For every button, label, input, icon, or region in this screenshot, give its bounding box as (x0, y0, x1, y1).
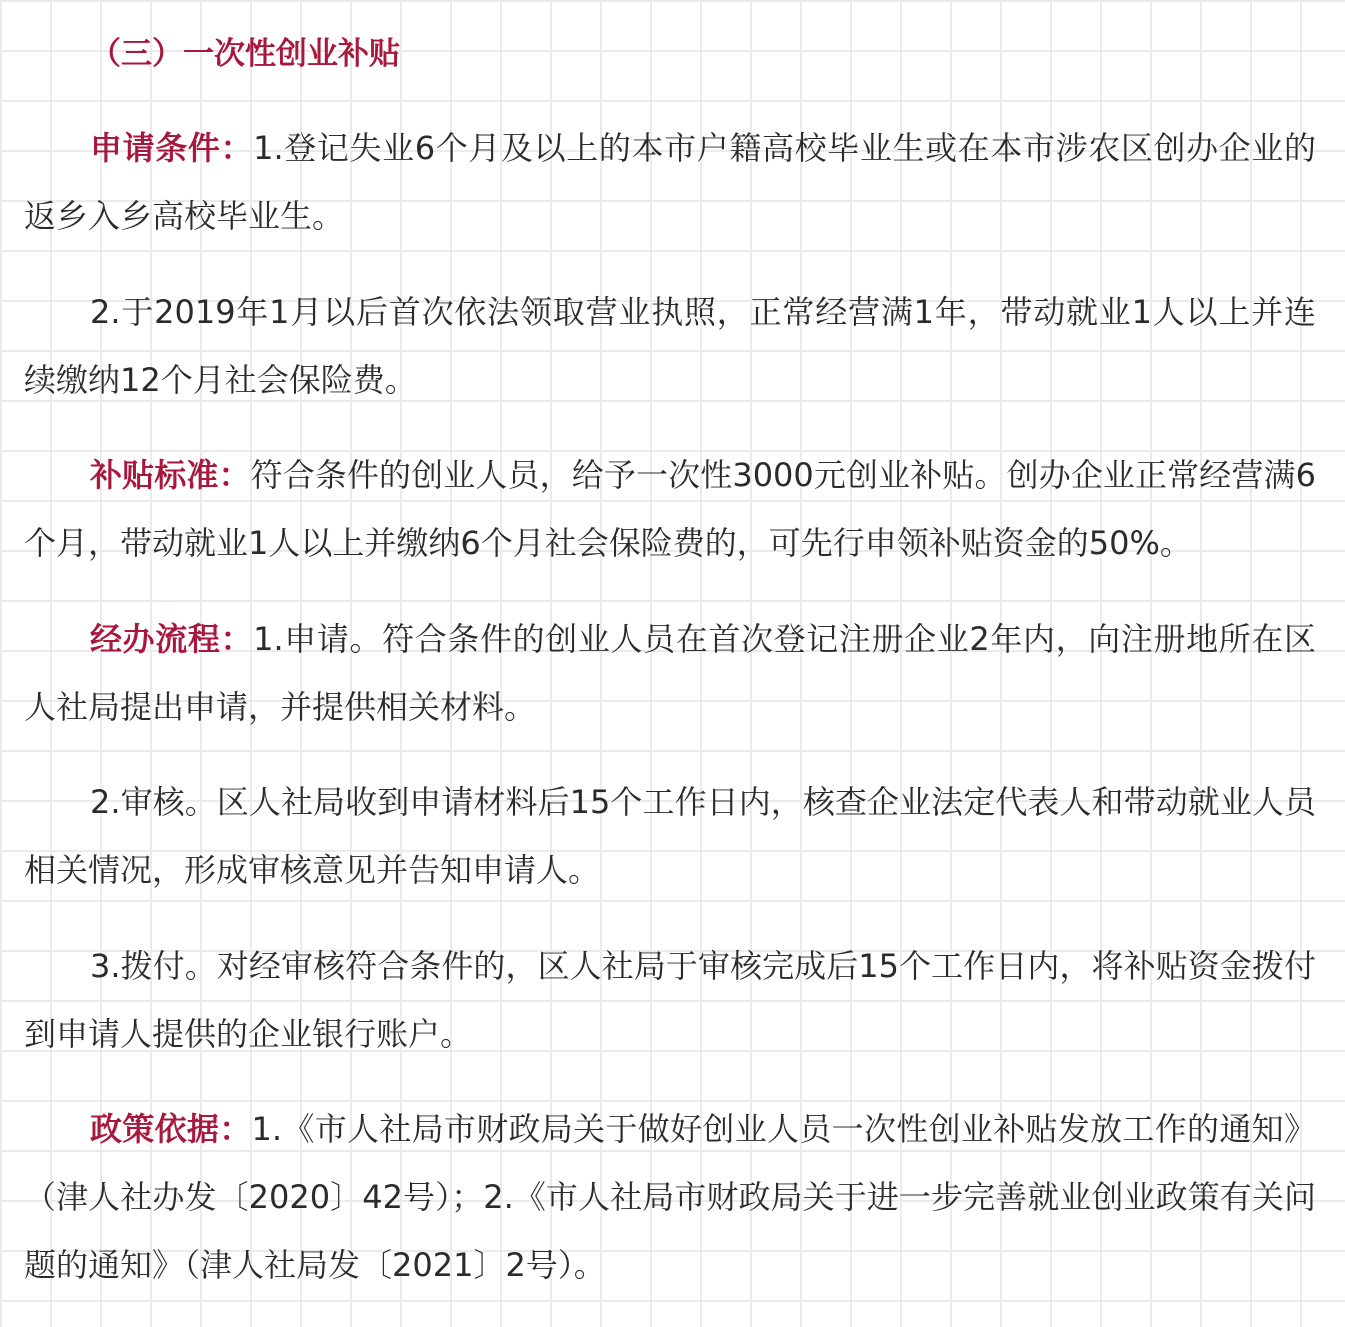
apply-conditions-item-2: 2.于2019年1月以后首次依法领取营业执照，正常经营满1年，带动就业1人以上并连续缴纳12个月社会保险费。 (24, 293, 1316, 399)
process-step-1: 1.申请。符合条件的创业人员在首次登记注册企业2年内，向注册地所在区人社局提出申请，并提供相关材料。 (24, 620, 1316, 726)
process-paragraph (24, 605, 1316, 741)
apply-conditions-item-2-paragraph (24, 278, 1316, 414)
process-step-2: 2.审核。区人社局收到申请材料后15个工作日内，核查企业法定代表人和带动就业人员相关情况，形成审核意见并告知申请人。 (24, 783, 1316, 889)
apply-conditions-label: 申请条件： (90, 129, 254, 167)
apply-conditions-item-1: 1.登记失业6个月及以上的本市户籍高校毕业生或在本市涉农区创办企业的返乡入乡高校毕业生。 (24, 129, 1316, 235)
policy-basis-paragraph (24, 1095, 1316, 1299)
apply-conditions-paragraph (24, 114, 1316, 250)
section-heading: （三）一次性创业补贴 (90, 36, 400, 72)
process-label: 经办流程： (90, 620, 254, 658)
process-step-3-paragraph (24, 932, 1316, 1068)
process-step-2-paragraph (24, 768, 1316, 904)
subsidy-standard-paragraph (24, 441, 1316, 577)
subsidy-standard-text: 符合条件的创业人员，给予一次性3000元创业补贴。创办企业正常经营满6个月，带动就业1人以上并缴纳6个月社会保险费的，可先行申领补贴资金的50%。 (24, 456, 1316, 562)
policy-basis-text: 1.《市人社局市财政局关于做好创业人员一次性创业补贴发放工作的通知》（津人社办发〔2020〕42号）；2.《市人社局市财政局关于进一步完善就业创业政策有关问题的通知》（津人社局发〔2021〕2号）。 (24, 1110, 1316, 1284)
subsidy-standard-label: 补贴标准： (90, 456, 251, 494)
policy-basis-label: 政策依据： (90, 1110, 252, 1148)
process-step-3: 3.拨付。对经审核符合条件的，区人社局于审核完成后15个工作日内，将补贴资金拨付到申请人提供的企业银行账户。 (24, 947, 1316, 1053)
